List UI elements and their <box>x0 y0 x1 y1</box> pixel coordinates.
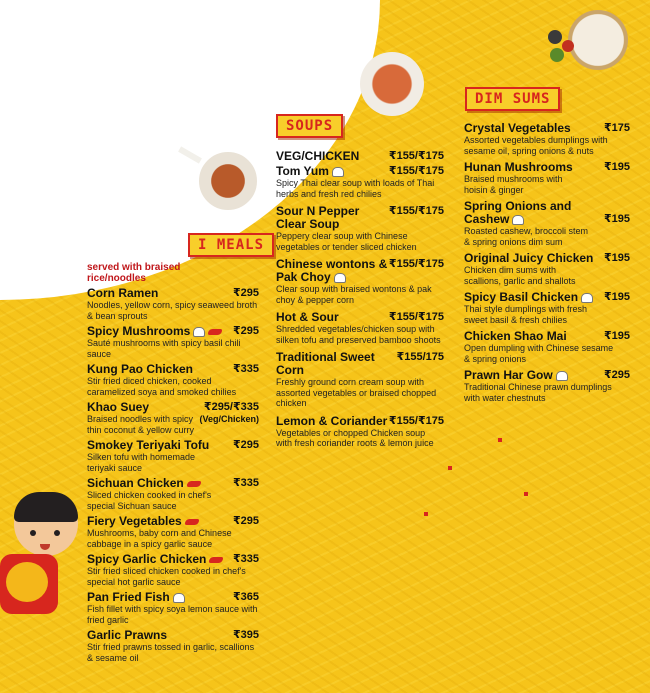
menu-item <box>276 351 444 409</box>
red-dot <box>498 438 502 442</box>
item-desc: Chicken dim sums with scallions, garlic and shallots <box>464 265 576 286</box>
menu-item <box>87 477 259 511</box>
item-name: Tom Yum <box>276 164 329 178</box>
menu-item <box>87 401 259 435</box>
item-price: ₹155/₹175 <box>388 205 444 217</box>
item-name: Smokey Teriyaki Tofu <box>87 438 210 452</box>
meals-header: I MEALS <box>188 233 274 257</box>
menu-item <box>87 287 259 321</box>
item-desc: Clear soup with braised wontons & pak choy & pepper corn <box>276 284 432 305</box>
item-name: Pan Fried Fish <box>87 590 170 604</box>
item-price: ₹295 <box>232 325 259 337</box>
item-desc: Shredded vegetables/chicken soup with silken tofu and preserved bamboo shoots <box>276 324 441 345</box>
chili-icon <box>185 519 199 525</box>
item-price: ₹365 <box>232 591 259 603</box>
noodle-bowl-image <box>197 150 259 212</box>
item-price: ₹155/₹175 <box>388 150 444 162</box>
menu-item <box>464 252 630 286</box>
item-price: ₹195 <box>603 291 630 303</box>
item-desc: Sauté mushrooms with spicy basil chili sauce <box>87 338 241 359</box>
item-price: ₹195 <box>603 330 630 342</box>
item-name: Lemon & Coriander <box>276 413 388 428</box>
item-desc: Peppery clear soup with Chinese vegetables or tender sliced chicken <box>276 231 417 252</box>
menu-item <box>276 311 444 345</box>
soups-heading-row <box>276 150 444 163</box>
item-desc: Stir fried prawns tossed in garlic, scallions & sesame oil <box>87 642 255 663</box>
item-price: ₹395 <box>232 629 259 641</box>
menu-item <box>464 330 630 364</box>
chef-hat-icon <box>332 167 344 177</box>
item-price: ₹295 <box>603 369 630 381</box>
item-price: ₹335 <box>232 553 259 565</box>
menu-item <box>276 205 444 252</box>
item-price: ₹195 <box>603 213 630 225</box>
item-desc: Fish fillet with spicy soya lemon sauce with fried garlic <box>87 604 258 625</box>
menu-item <box>87 515 259 549</box>
item-name: Corn Ramen <box>87 286 159 300</box>
chef-hat-icon <box>581 293 593 303</box>
item-desc: Stir fried diced chicken, cooked caramelized soya and smoked chilies <box>87 376 237 397</box>
red-dot <box>524 492 528 496</box>
soup-bowl-image <box>360 52 424 116</box>
item-name: VEG/CHICKEN <box>276 149 360 163</box>
item-price: ₹195 <box>603 161 630 173</box>
item-name: Fiery Vegetables <box>87 514 182 528</box>
item-price: ₹295 <box>232 287 259 299</box>
item-name: Spring Onions and Cashew <box>464 199 572 226</box>
item-name: Sichuan Chicken <box>87 476 184 490</box>
item-name: Hot & Sour <box>276 310 339 324</box>
chef-mascot <box>0 492 80 632</box>
item-desc: Braised noodles with spicy thin coconut & yellow curry <box>87 414 195 435</box>
item-price: ₹295/₹335 <box>203 401 259 413</box>
item-name: Chicken Shao Mai <box>464 329 567 343</box>
item-price: ₹295 <box>232 515 259 527</box>
item-name: Spicy Mushrooms <box>87 324 191 338</box>
item-desc: Traditional Chinese prawn dumplings with water chestnuts <box>464 382 612 403</box>
chili-icon <box>208 329 222 335</box>
item-name: Garlic Prawns <box>87 628 168 642</box>
menu-item <box>87 325 259 359</box>
item-name: Kung Pao Chicken <box>87 362 194 376</box>
item-desc: Freshly ground corn cream soup with assorted vegetables or braised chopped chicken <box>276 377 437 408</box>
item-name: Khao Suey <box>87 400 150 414</box>
item-price: ₹155/₹175 <box>388 258 444 270</box>
soups-column <box>276 150 444 449</box>
item-name: Hunan Mushrooms <box>464 160 573 174</box>
item-price: ₹335 <box>232 477 259 489</box>
menu-item <box>87 591 259 625</box>
menu-item <box>87 629 259 663</box>
menu-item <box>464 161 630 195</box>
item-name: Sour N Pepper Clear Soup <box>276 204 360 231</box>
item-price: ₹155/175 <box>396 351 444 363</box>
item-price: ₹155/₹175 <box>388 165 444 177</box>
item-price: ₹155/₹175 <box>388 414 444 427</box>
menu-item <box>276 415 444 449</box>
item-desc: Mushrooms, baby corn and Chinese cabbage in a spicy garlic sauce <box>87 528 232 549</box>
red-dot <box>448 466 452 470</box>
chili-icon <box>187 481 201 487</box>
chef-hat-icon <box>512 215 524 225</box>
item-name: Prawn Har Gow <box>464 368 553 382</box>
item-name: Crystal Vegetables <box>464 121 571 135</box>
menu-item <box>464 291 630 325</box>
item-price: ₹175 <box>603 122 630 134</box>
item-variant: (Veg/Chicken) <box>199 414 259 424</box>
item-name: Spicy Garlic Chicken <box>87 552 207 566</box>
dimsums-header: DIM SUMS <box>465 87 560 111</box>
menu-item <box>87 363 259 397</box>
menu-item <box>464 200 630 247</box>
red-dot <box>424 512 428 516</box>
item-name: Original Juicy Chicken <box>464 251 594 265</box>
menu-item <box>87 553 259 587</box>
item-name: Traditional Sweet Corn <box>276 350 375 377</box>
item-price: ₹195 <box>603 252 630 264</box>
item-price: ₹295 <box>232 439 259 451</box>
chef-hat-icon <box>193 327 205 337</box>
item-desc: Stir fried sliced chicken cooked in chef's special hot garlic sauce <box>87 566 246 587</box>
dimsums-column <box>464 122 630 403</box>
menu-item <box>276 258 444 305</box>
chili-icon <box>209 557 223 563</box>
sauce-bowl-image <box>548 30 562 44</box>
item-desc: Braised mushrooms with hoisin & ginger <box>464 174 563 195</box>
item-desc: Noodles, yellow corn, spicy seaweed broth & bean sprouts <box>87 300 258 321</box>
chef-hat-icon <box>556 371 568 381</box>
menu-item <box>87 439 259 473</box>
soups-header: SOUPS <box>276 114 343 138</box>
menu-item <box>276 165 444 199</box>
item-desc: Roasted cashew, broccoli stem & spring onions dim sum <box>464 226 589 247</box>
chili-bowl-image <box>562 40 574 52</box>
meals-column <box>87 262 259 663</box>
item-desc: Thai style dumplings with fresh sweet basil & fresh chilies <box>464 304 588 325</box>
meals-note: served with braised rice/noodles <box>87 262 181 284</box>
chef-hat-icon <box>173 593 185 603</box>
item-desc: Silken tofu with homemade teriyaki sauce <box>87 452 196 473</box>
item-price: ₹155/₹175 <box>388 311 444 323</box>
item-name: Spicy Basil Chicken <box>464 290 579 304</box>
herb-bowl-image <box>550 48 564 62</box>
menu-item <box>464 122 630 156</box>
dimsum-basket-image <box>568 10 628 70</box>
item-desc: Open dumpling with Chinese sesame & spring onions <box>464 343 614 364</box>
item-desc: Sliced chicken cooked in chef's special Sichuan sauce <box>87 490 212 511</box>
item-desc: Spicy Thai clear soup with loads of Thai herbs and fresh red chilies <box>276 178 435 199</box>
chef-hat-icon <box>334 273 346 283</box>
item-price: ₹335 <box>232 363 259 375</box>
item-desc: Assorted vegetables dumplings with sesame oil, spring onions & nuts <box>464 135 608 156</box>
item-desc: Vegetables or chopped Chicken soup with fresh coriander roots & lemon juice <box>276 427 434 448</box>
menu-item <box>464 369 630 403</box>
item-name: Chinese wontons & Pak Choy <box>276 257 388 284</box>
